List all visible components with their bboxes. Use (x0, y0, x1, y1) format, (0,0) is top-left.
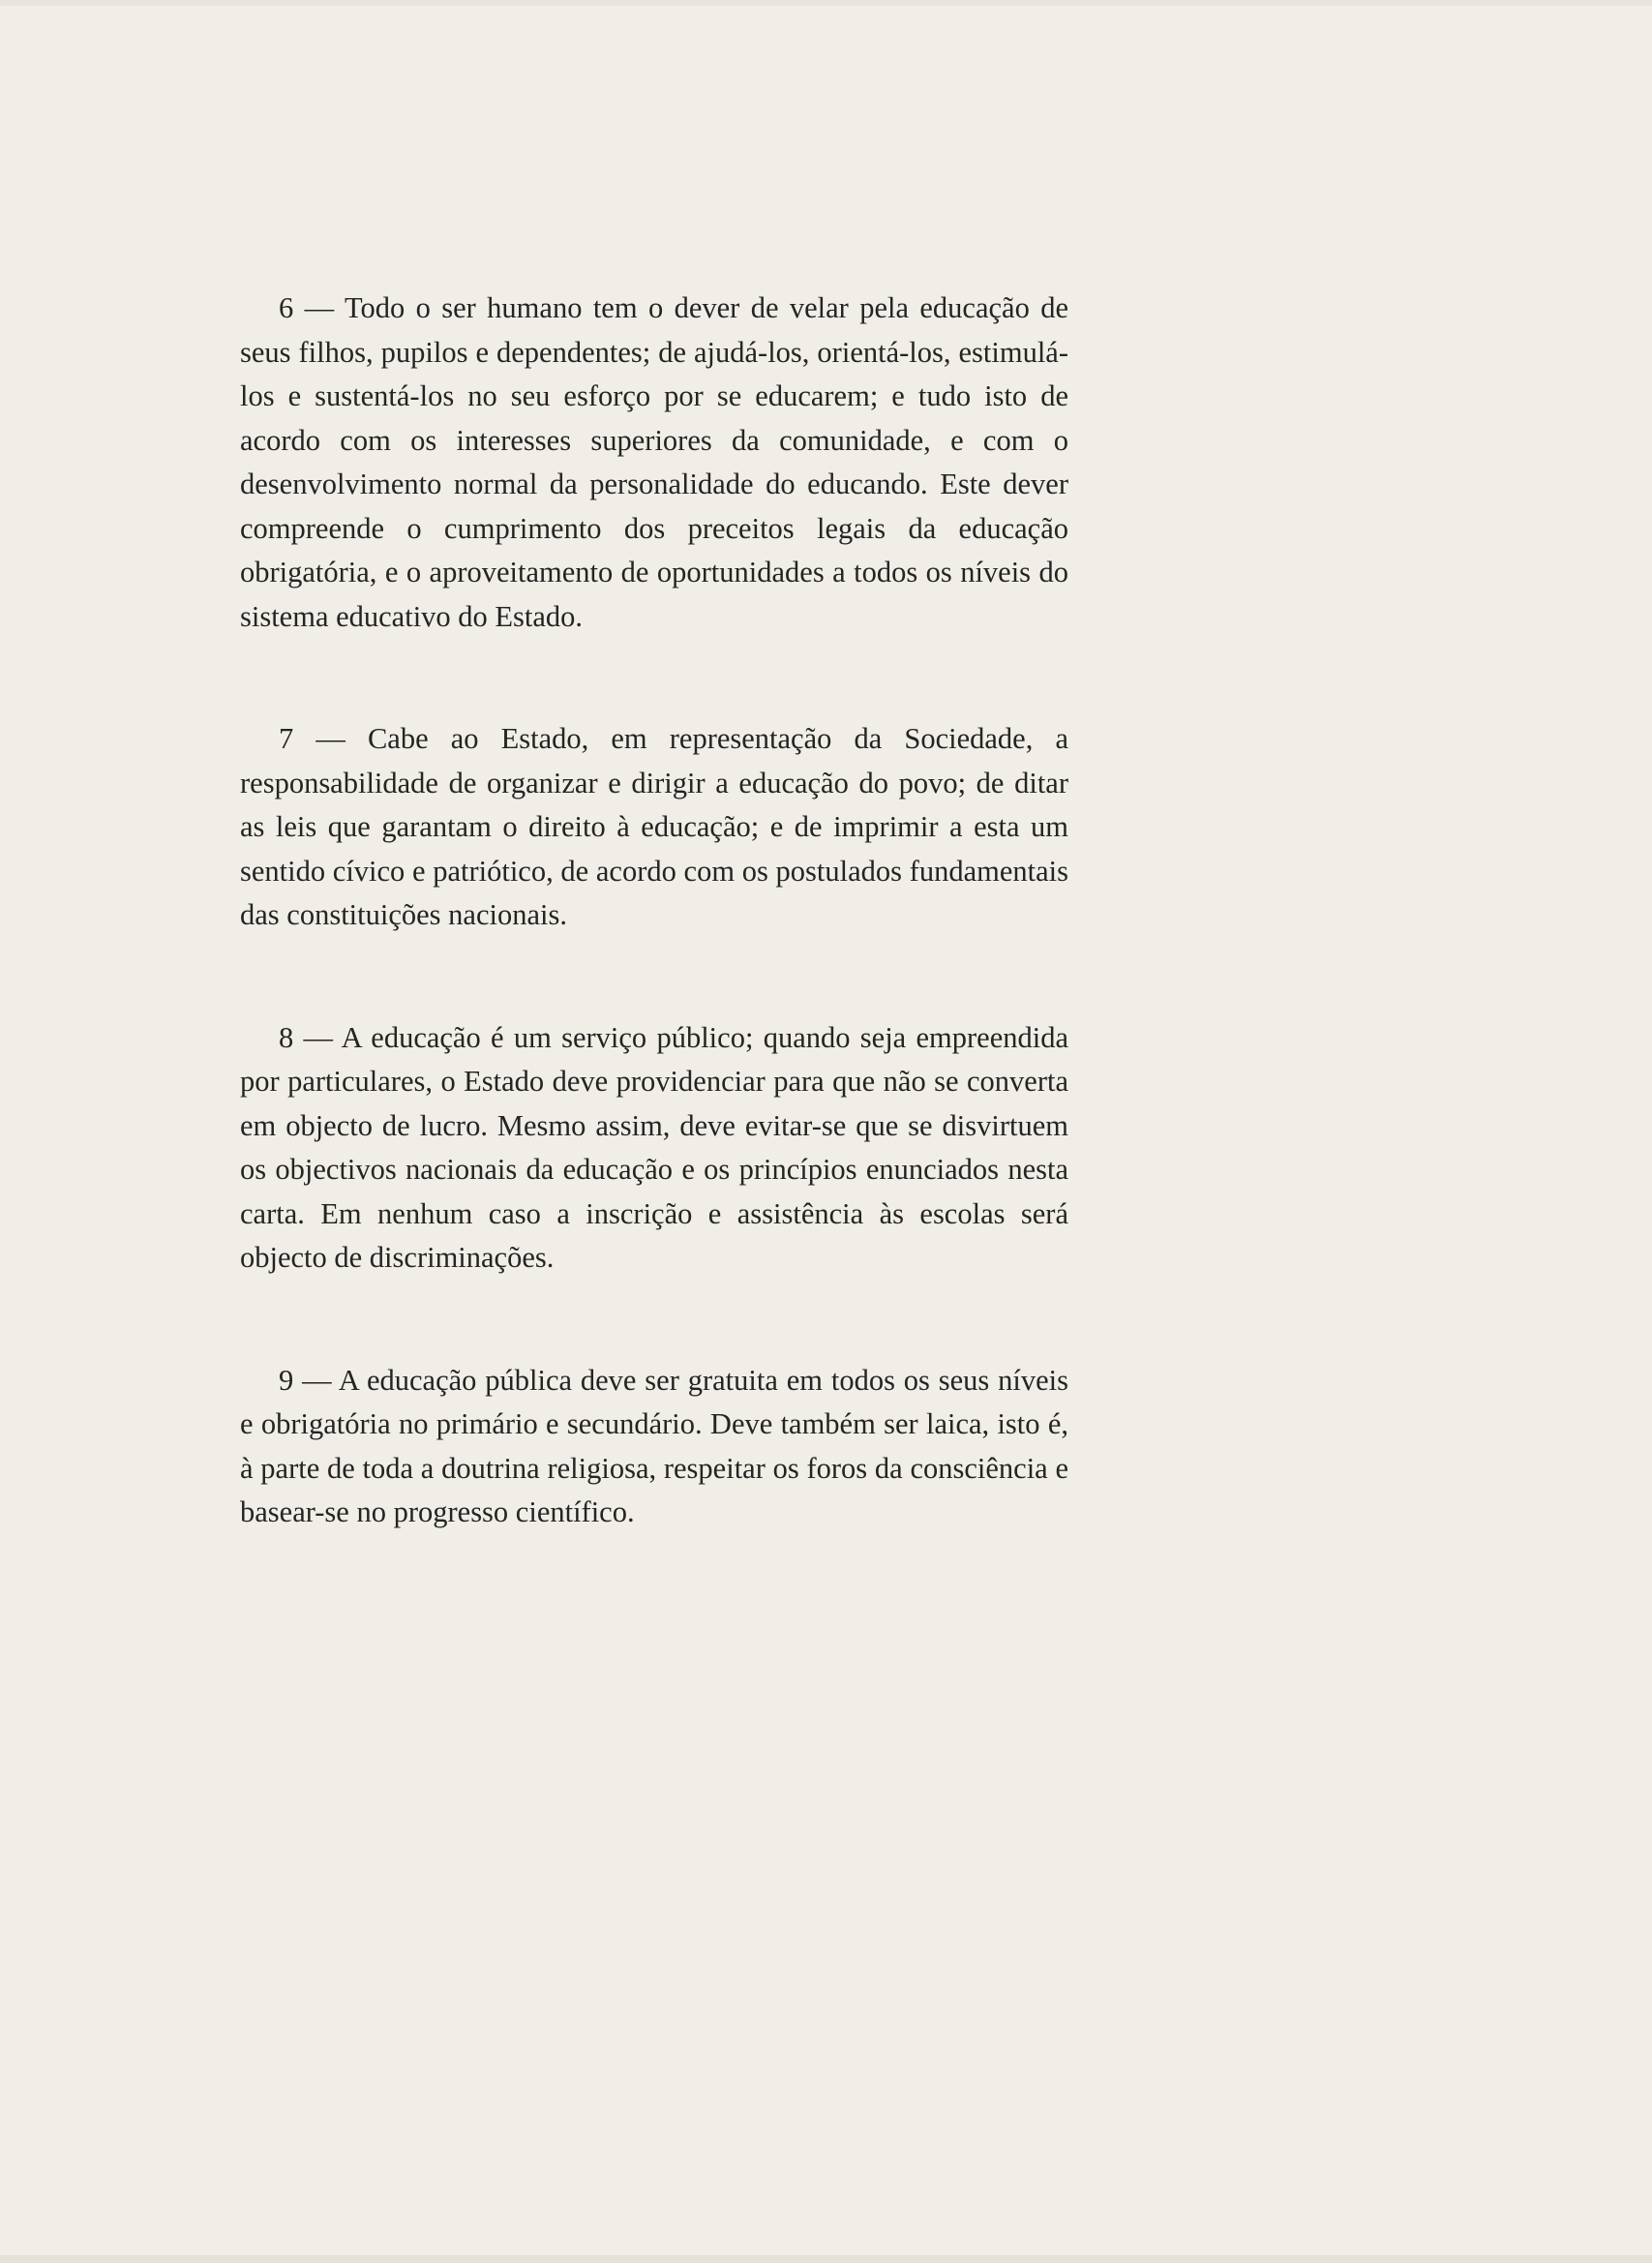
clause-7-paragraph: 7 — Cabe ao Estado, em representação da Sociedade, a responsabilidade de organizar e dirigir a educação do povo; de ditar as leis que garantam o direito à educação; e de imprimir a esta um sentido cívico e patriótico, de acordo com os postulados fundamentais das constituições nacionais. (240, 722, 1068, 931)
clause-6-paragraph: 6 — Todo o ser humano tem o dever de velar pela educação de seus filhos, pupilos e dependentes; de ajudá-los, orientá-los, estimulá-los e sustentá-los no seu esforço por se educarem; e tudo isto de acordo com os interesses superiores da comunidade, e com o desenvolvimento normal da personalidade do educando. Este dever compreende o cumprimento dos preceitos legais da educação obrigatória, e o aproveitamento de oportunidades a todos os níveis do sistema educativo do Estado. (240, 291, 1068, 633)
clause-8-paragraph: 8 — A educação é um serviço público; quando seja empreendida por particulares, o Estado deve providenciar para que não se converta em objecto de lucro. Mesmo assim, deve evitar-se que se disvirtuem os objectivos nacionais da educação e os princípios enunciados nesta carta. Em nenhum caso a inscrição e assistência às escolas será objecto de discriminações. (240, 1020, 1068, 1274)
clause-9-paragraph: 9 — A educação pública deve ser gratuita em todos os seus níveis e obrigatória no primário e secundário. Deve também ser laica, isto é, à parte de toda a doutrina religiosa, respeitar os foros da consciência e basear-se no progresso científico. (240, 1363, 1068, 1528)
document-body (240, 287, 1068, 1535)
